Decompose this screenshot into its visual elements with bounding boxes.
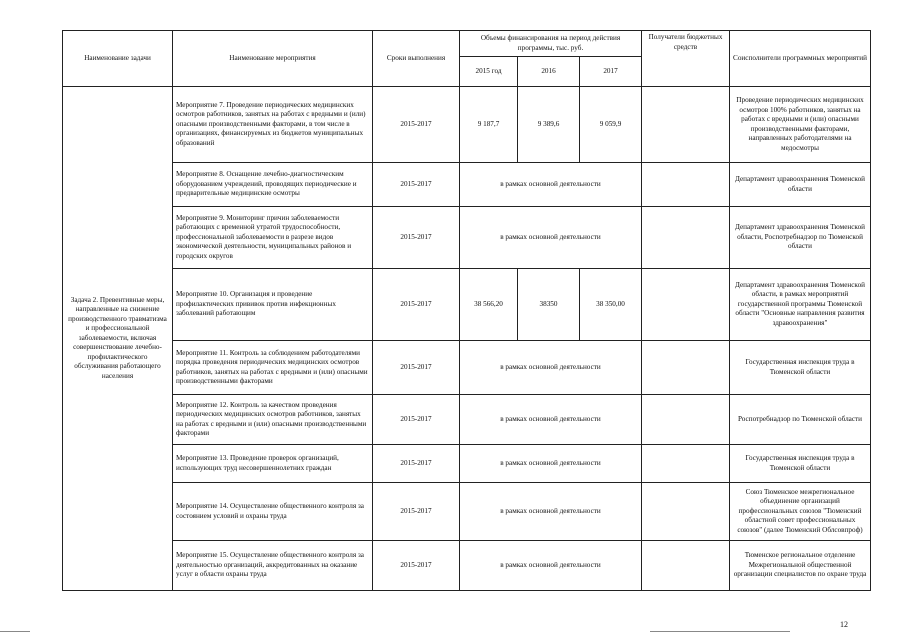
funding-note-cell: в рамках основной деятельности — [460, 445, 642, 483]
funding-2017-cell: 9 059,9 — [580, 87, 642, 163]
table-row — [63, 341, 871, 395]
table-row — [63, 207, 871, 269]
table-row — [63, 541, 871, 591]
funding-note-cell: в рамках основной деятельности — [460, 207, 642, 269]
event-cell: Мероприятие 14. Осуществление общественного контроля за состоянием условий и охраны труда — [173, 483, 373, 541]
funding-note-cell: в рамках основной деятельности — [460, 483, 642, 541]
period-cell: 2015-2017 — [373, 207, 460, 269]
page-number: 12 — [840, 620, 848, 629]
header-coexecutors: Соисполнители программных мероприятий — [730, 31, 871, 87]
task-cell: Задача 2. Превентивные меры, направленные на снижение производственного травматизма и профессиональной заболеваемости, включая совершенствование лечебно-профилактического обслуживания работающего населения — [63, 87, 173, 591]
coexecutors-cell: Союз Тюменское межрегиональное объединение организаций профессиональных союзов "Тюменский областной совет профессиональных союзов" (далее Тюменский Облсовпроф) — [730, 483, 871, 541]
funding-note-cell: в рамках основной деятельности — [460, 341, 642, 395]
header-event: Наименование мероприятия — [173, 31, 373, 87]
period-cell: 2015-2017 — [373, 87, 460, 163]
recipients-cell — [642, 445, 730, 483]
period-cell: 2015-2017 — [373, 341, 460, 395]
funding-2015-cell: 9 187,7 — [460, 87, 518, 163]
period-cell: 2015-2017 — [373, 541, 460, 591]
recipients-cell — [642, 341, 730, 395]
funding-note-cell: в рамках основной деятельности — [460, 163, 642, 207]
header-2015: 2015 год — [460, 57, 518, 87]
event-cell: Мероприятие 7. Проведение периодических медицинских осмотров работников, занятых на работах с вредными и (или) опасными производственными факторами, в том числе в организациях, финансируемых из бюджетов муниципальных образований — [173, 87, 373, 163]
scan-edge-line — [0, 631, 30, 632]
funding-2015-cell: 38 566,20 — [460, 269, 518, 341]
scan-edge-line — [650, 631, 790, 632]
period-cell: 2015-2017 — [373, 395, 460, 445]
event-cell: Мероприятие 13. Проведение проверок организаций, использующих труд несовершеннолетних граждан — [173, 445, 373, 483]
header-2016: 2016 — [518, 57, 580, 87]
table-row — [63, 87, 871, 163]
table-row — [63, 163, 871, 207]
funding-2017-cell: 38 350,00 — [580, 269, 642, 341]
funding-note-cell: в рамках основной деятельности — [460, 541, 642, 591]
header-2017: 2017 — [580, 57, 642, 87]
event-cell: Мероприятие 11. Контроль за соблюдением работодателями порядка проведения периодических медицинских осмотров работников, занятых на работах с вредными и (или) опасными производственными факторами — [173, 341, 373, 395]
period-cell: 2015-2017 — [373, 445, 460, 483]
event-cell: Мероприятие 9. Мониторинг причин заболеваемости работающих с временной утратой трудоспособности, профессиональной заболеваемости в разрезе видов экономической деятельности, муниципальных районов и городских округов — [173, 207, 373, 269]
recipients-cell — [642, 269, 730, 341]
table-row — [63, 445, 871, 483]
recipients-cell — [642, 207, 730, 269]
recipients-cell — [642, 87, 730, 163]
program-table — [62, 30, 871, 591]
header-funding: Объемы финансирования на период действия программы, тыс. руб. — [460, 31, 642, 57]
header-recipients: Получатели бюджетных средств — [642, 31, 730, 87]
coexecutors-cell: Государственная инспекция труда в Тюменской области — [730, 445, 871, 483]
coexecutors-cell: Роспотребнадзор по Тюменской области — [730, 395, 871, 445]
recipients-cell — [642, 483, 730, 541]
recipients-cell — [642, 541, 730, 591]
coexecutors-cell: Департамент здравоохранения Тюменской области, в рамках мероприятий государственной программы Тюменской области "Основные направления развития здравоохранения" — [730, 269, 871, 341]
event-cell: Мероприятие 8. Оснащение лечебно-диагностическим оборудованием учреждений, проводящих периодические и предварительные медицинские осмотры — [173, 163, 373, 207]
coexecutors-cell: Департамент здравоохранения Тюменской области — [730, 163, 871, 207]
coexecutors-cell: Тюменское региональное отделение Межрегиональной общественной организации специалистов по охране труда — [730, 541, 871, 591]
funding-2016-cell: 9 389,6 — [518, 87, 580, 163]
funding-note-cell: в рамках основной деятельности — [460, 395, 642, 445]
event-cell: Мероприятие 10. Организация и проведение профилактических прививок против инфекционных заболеваний работающим — [173, 269, 373, 341]
period-cell: 2015-2017 — [373, 269, 460, 341]
table-row — [63, 395, 871, 445]
table-row — [63, 269, 871, 341]
header-row — [63, 31, 871, 57]
header-task: Наименование задачи — [63, 31, 173, 87]
table-row — [63, 483, 871, 541]
coexecutors-cell: Проведение периодических медицинских осмотров 100% работников, занятых на работах с вредными и (или) опасными производственными факторами, направленных работодателями на медосмотры — [730, 87, 871, 163]
header-period: Сроки выполнения — [373, 31, 460, 87]
funding-2016-cell: 38350 — [518, 269, 580, 341]
event-cell: Мероприятие 12. Контроль за качеством проведения периодических медицинских осмотров работников, занятых на работах с вредными и (или) опасными производственными факторами — [173, 395, 373, 445]
coexecutors-cell: Государственная инспекция труда в Тюменской области — [730, 341, 871, 395]
period-cell: 2015-2017 — [373, 483, 460, 541]
recipients-cell — [642, 395, 730, 445]
event-cell: Мероприятие 15. Осуществление общественного контроля за деятельностью организаций, аккредитованных на оказание услуг в области охраны труда — [173, 541, 373, 591]
recipients-cell — [642, 163, 730, 207]
coexecutors-cell: Департамент здравоохранения Тюменской области, Роспотребнадзор по Тюменской области — [730, 207, 871, 269]
period-cell: 2015-2017 — [373, 163, 460, 207]
